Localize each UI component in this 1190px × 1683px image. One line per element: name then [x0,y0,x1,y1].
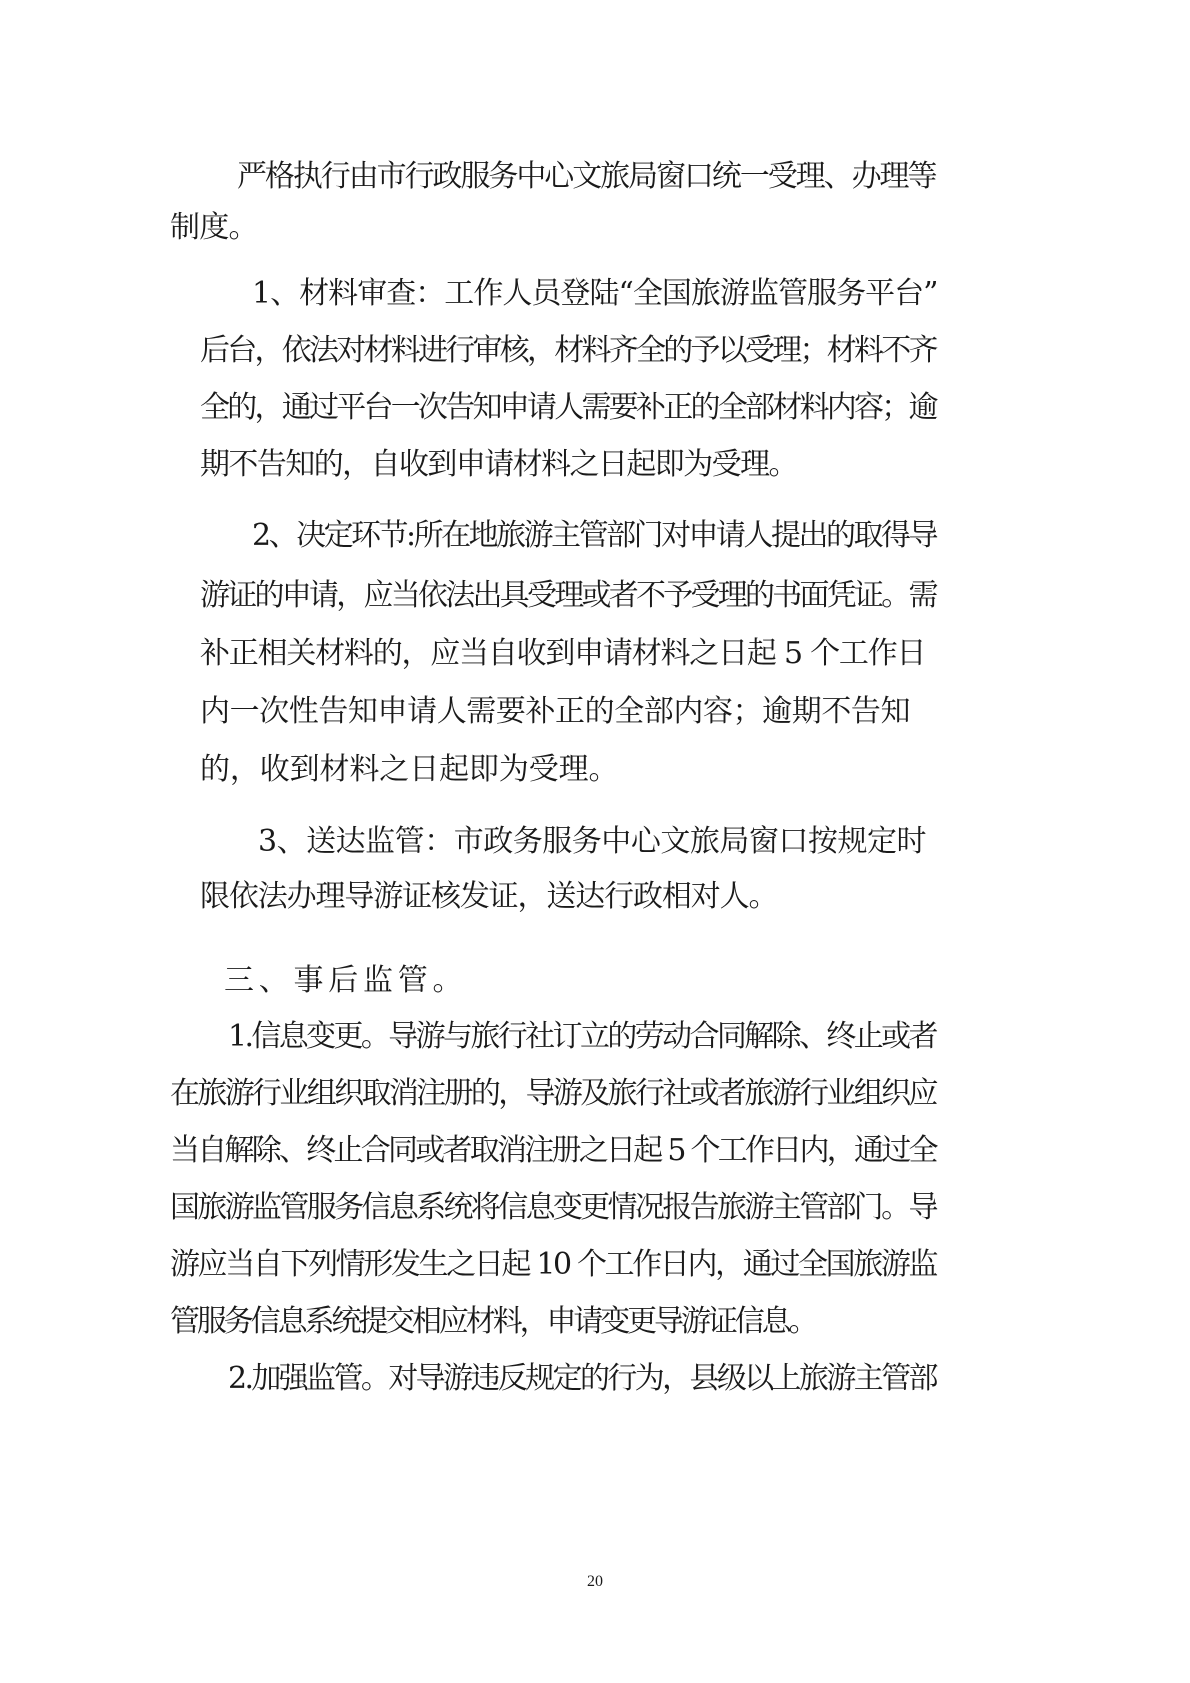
text-line: 限依法办理导游证核发证，送达行政相对人。 [200,879,778,914]
text-line: 2.加强监管。对导游违反规定的行为，县级以上旅游主管部 [228,1361,936,1396]
text-line: 全的，通过平台一次告知申请人需要补正的全部材料内容；逾 [200,390,936,425]
text-line: 管服务信息系统提交相应材料，申请变更导游证信息。 [170,1304,816,1339]
text-line: 在旅游行业组织取消注册的，导游及旅行社或者旅游行业组织应 [170,1076,936,1111]
text-line: 游证的申请，应当依法出具受理或者不予受理的书面凭证。需 [200,578,936,613]
page-number: 20 [587,1573,603,1590]
text-line: 的，收到材料之日起即为受理。 [200,752,619,787]
text-line: 期不告知的，自收到申请材料之日起即为受理。 [200,447,797,482]
text-line: 当自解除、终止合同或者取消注册之日起 5 个工作日内，通过全 [170,1133,936,1168]
text-line: 3、送达监管：市政务服务中心文旅局窗口按规定时 [258,824,927,859]
text-line: 制度。 [170,210,258,245]
text-line: 1、材料审查：工作人员登陆“全国旅游监管服务平台” [252,276,938,311]
text-line: 2、决定环节:所在地旅游主管部门对申请人提出的取得导 [252,518,936,553]
text-line: 补正相关材料的，应当自收到申请材料之日起 5 个工作日 [200,636,926,671]
text-line: 后台，依法对材料进行审核，材料齐全的予以受理；材料不齐 [200,333,936,368]
text-line: 国旅游监管服务信息系统将信息变更情况报告旅游主管部门。导 [170,1190,936,1225]
section-heading: 三、事后监管。 [224,963,468,998]
text-line: 严格执行由市行政服务中心文旅局窗口统一受理、办理等 [237,159,936,194]
text-line: 游应当自下列情形发生之日起 10 个工作日内，通过全国旅游监 [170,1247,937,1282]
text-line: 1.信息变更。导游与旅行社订立的劳动合同解除、终止或者 [228,1019,936,1054]
text-line: 内一次性告知申请人需要补正的全部内容；逾期不告知 [200,694,911,729]
